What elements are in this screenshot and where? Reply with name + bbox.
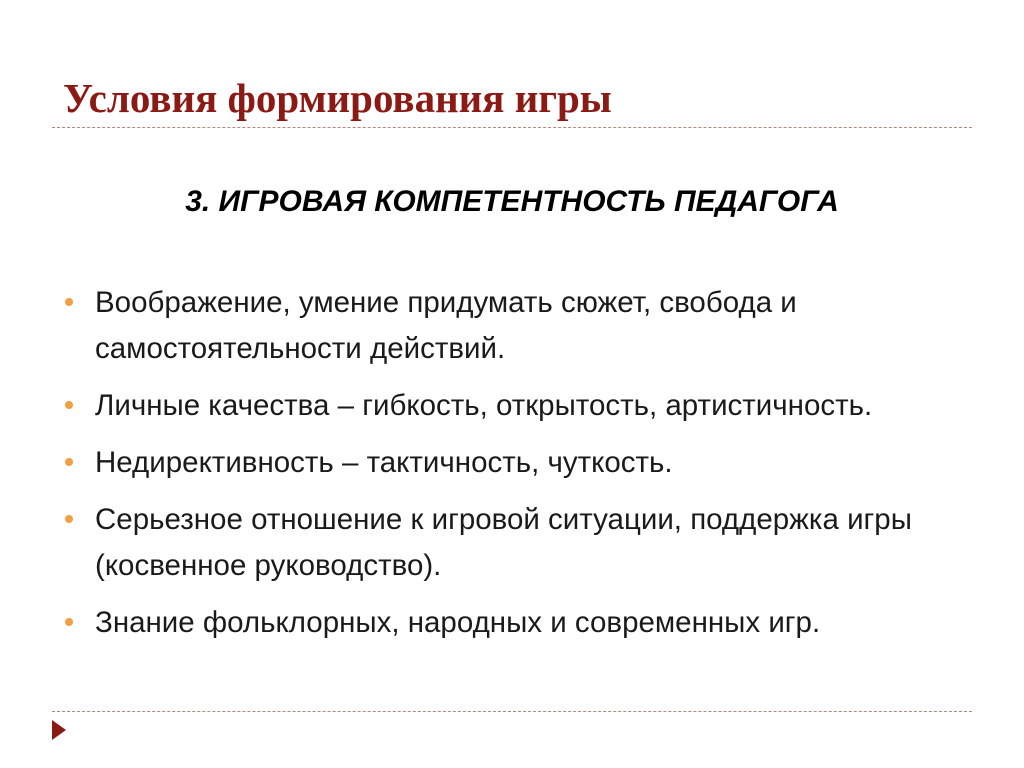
bullet-dot-icon [65,458,73,466]
slide-title: Условия формирования игры [63,75,612,121]
slide-subtitle: 3. ИГРОВАЯ КОМПЕТЕНТНОСТЬ ПЕДАГОГА [185,185,839,218]
footer-divider [52,711,972,712]
list-item [63,383,963,429]
bullet-dot-icon [65,618,73,626]
bullet-list [63,280,963,657]
bullet-dot-icon [65,401,73,409]
list-item-text: Знание фольклорных, народных и современных игр. [95,606,821,639]
list-item [63,280,963,372]
list-item [63,497,963,589]
bullet-dot-icon [65,515,73,523]
list-item-text: Воображение, умение придумать сюжет, свобода и самостоятельности действий. [95,286,797,365]
list-item [63,440,963,486]
triangle-right-icon[interactable] [52,720,66,740]
list-item [63,600,963,646]
bullet-dot-icon [65,298,73,306]
list-item-text: Недирективность – тактичность, чуткость. [95,446,673,479]
title-divider [52,127,972,128]
list-item-text: Серьезное отношение к игровой ситуации, поддержка игры (косвенное руководство). [95,503,912,582]
list-item-text: Личные качества – гибкость, открытость, артистичность. [95,389,873,422]
